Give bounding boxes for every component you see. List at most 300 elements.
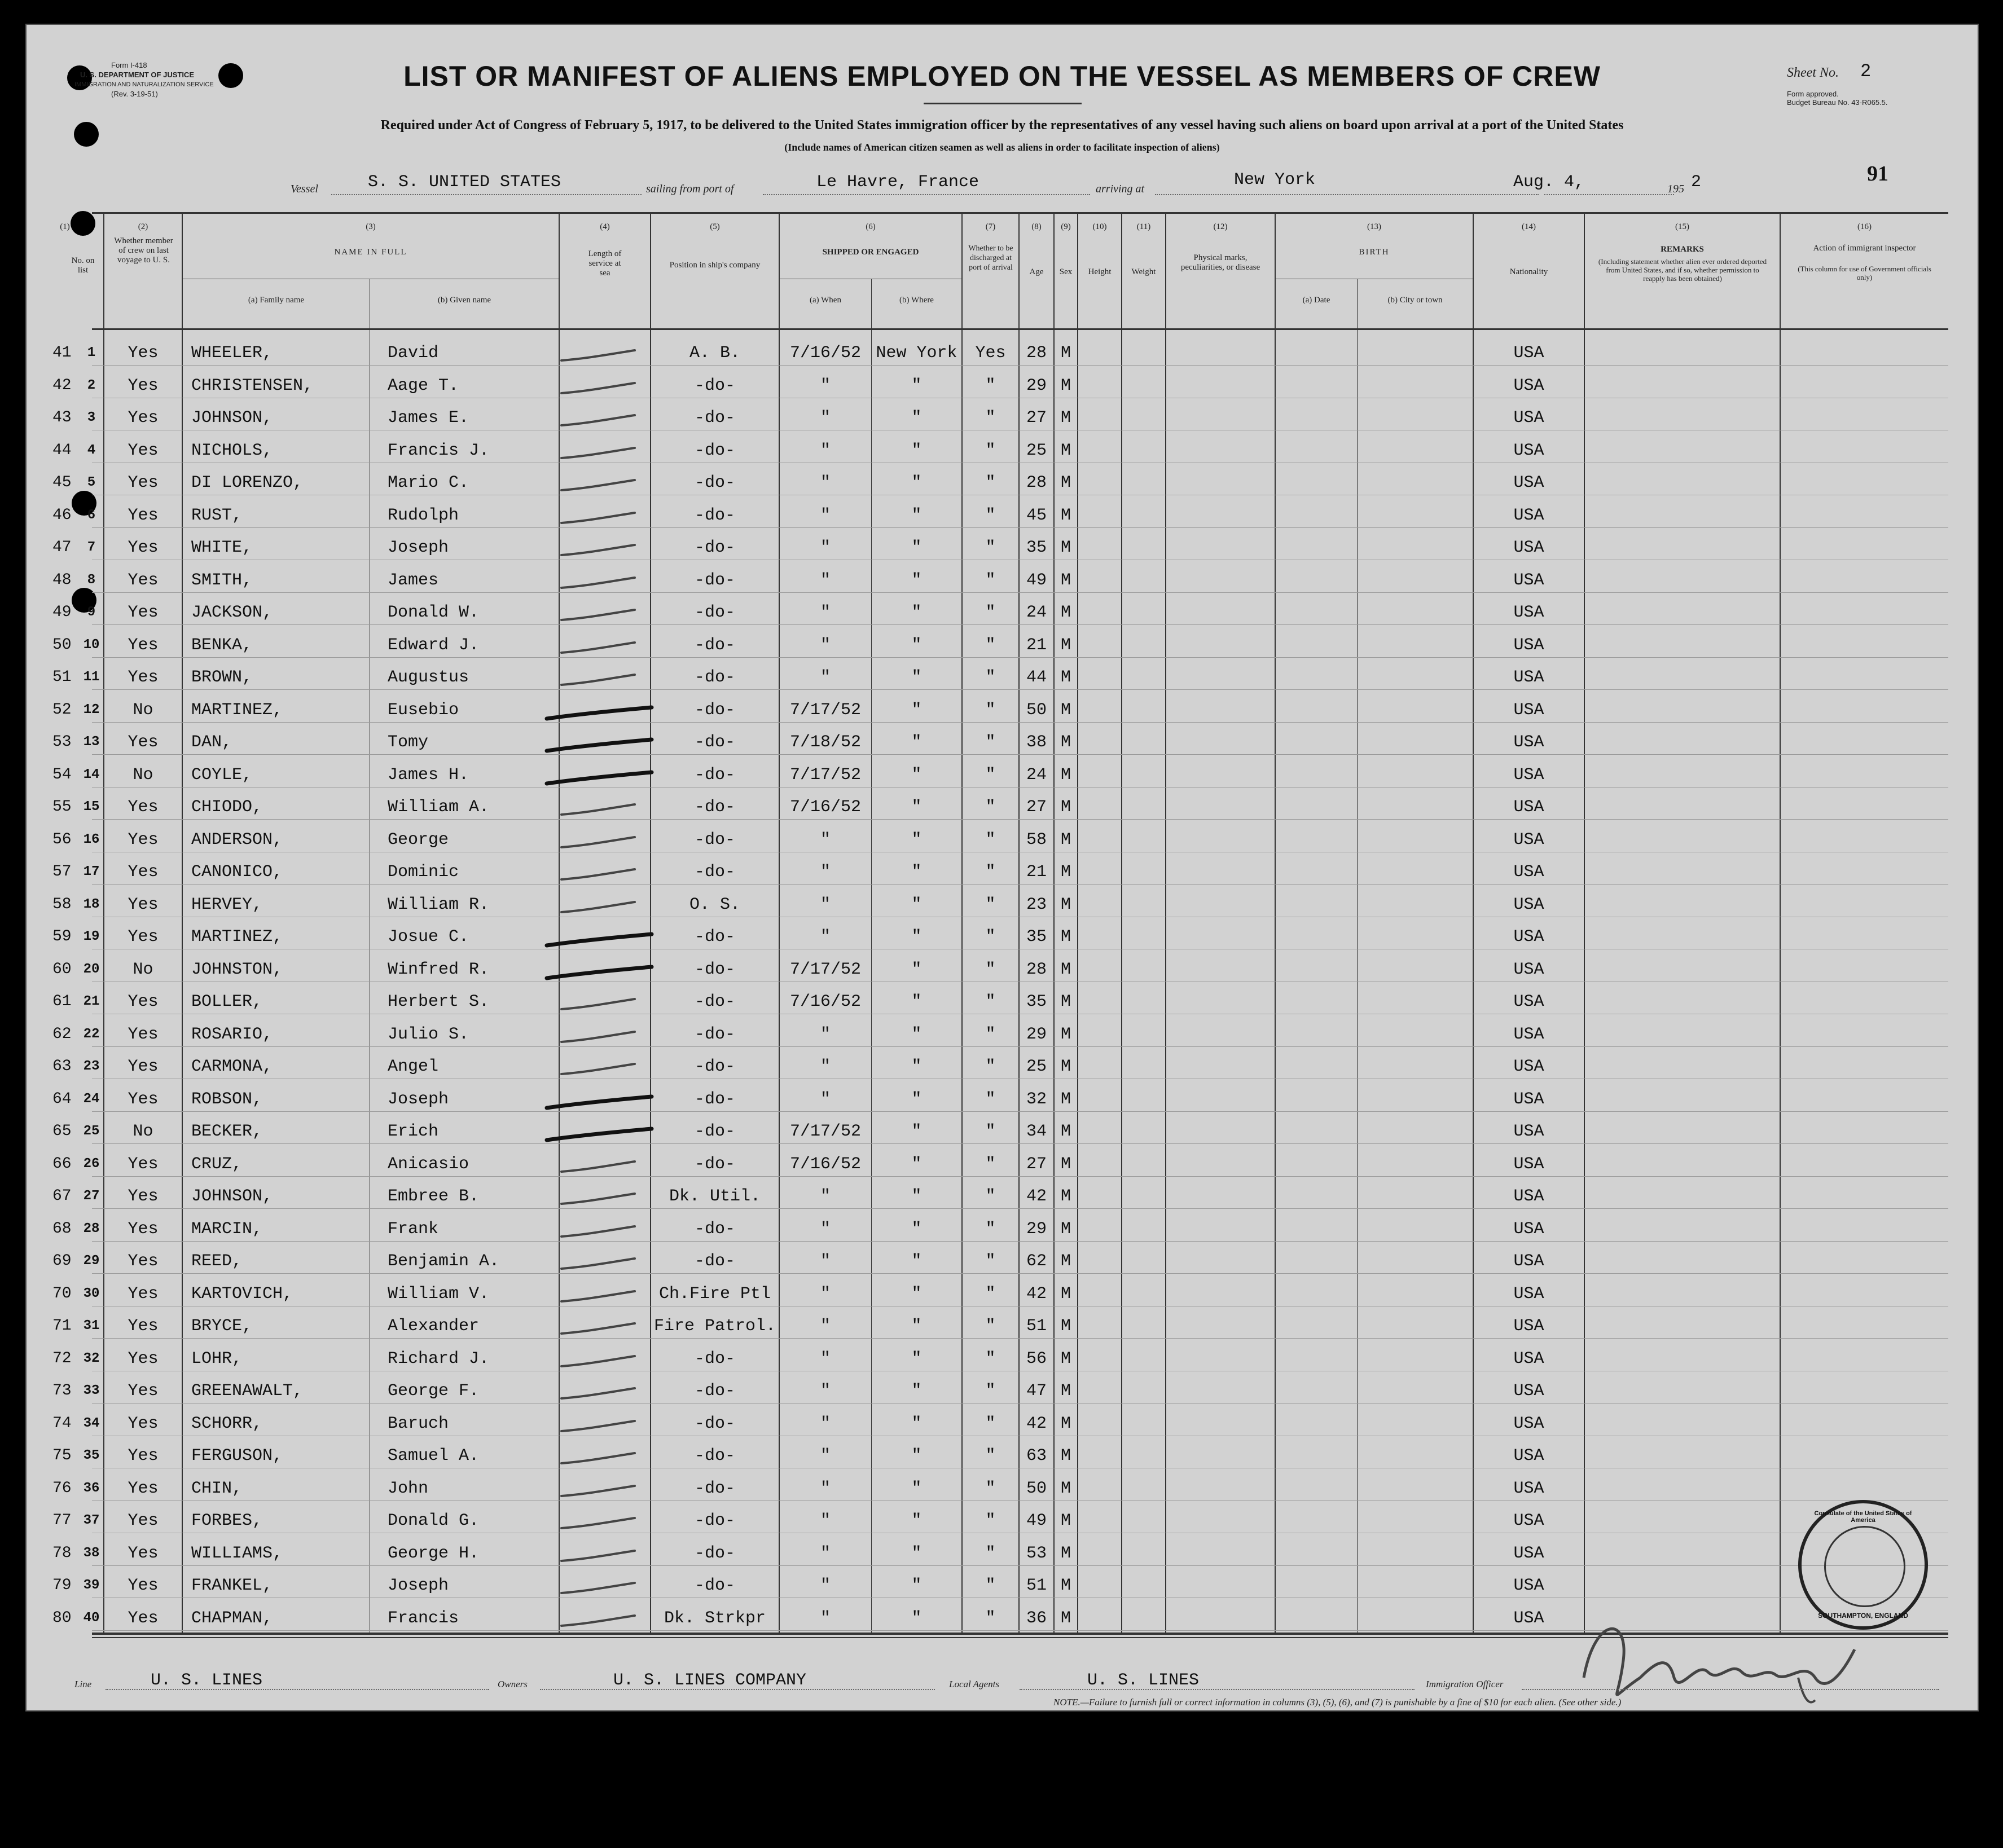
cell-prev: Yes: [128, 1090, 159, 1109]
cell-dis: ": [985, 636, 996, 655]
cell-pos: -do-: [694, 1544, 735, 1563]
cell-where: ": [911, 506, 922, 525]
cell-nat: USA: [1513, 603, 1544, 622]
cell-n2: 33: [83, 1383, 100, 1398]
cell-n2: 2: [87, 378, 96, 393]
cell-when: ": [820, 1446, 831, 1466]
cell-sex: M: [1060, 1446, 1071, 1466]
pencil-mark: [544, 1319, 657, 1341]
cell-family: CHIN,: [191, 1479, 243, 1498]
cell-dis: ": [985, 1414, 996, 1433]
cell-family: BOLLER,: [191, 992, 263, 1011]
cell-nat: USA: [1513, 1155, 1544, 1174]
cell-n2: 35: [83, 1448, 100, 1463]
cell-age: 42: [1026, 1284, 1047, 1304]
cell-n1: 41: [52, 344, 72, 362]
cell-age: 50: [1026, 701, 1047, 720]
vessel-name: S. S. UNITED STATES: [368, 173, 561, 192]
cell-family: WHITE,: [191, 538, 253, 557]
cell-nat: USA: [1513, 1479, 1544, 1498]
cell-where: ": [911, 1057, 922, 1076]
cell-where: ": [911, 636, 922, 655]
pencil-mark: [544, 995, 657, 1017]
cell-dis: ": [985, 701, 996, 720]
cell-prev: Yes: [128, 1576, 159, 1595]
col16-note: (This column for use of Government officials only): [1798, 265, 1931, 281]
cell-nat: USA: [1513, 441, 1544, 460]
cell-prev: Yes: [128, 408, 159, 428]
cell-sex: M: [1060, 1317, 1071, 1336]
budget-bureau: Budget Bureau No. 43-R065.5.: [1787, 98, 1888, 107]
pencil-mark: [544, 1092, 657, 1115]
cell-dis: ": [985, 1155, 996, 1174]
cell-family: CHIODO,: [191, 798, 263, 817]
cell-sex: M: [1060, 1252, 1071, 1271]
cell-dis: ": [985, 1187, 996, 1206]
cell-pos: -do-: [694, 1479, 735, 1498]
cell-prev: No: [133, 701, 153, 720]
cell-pos: -do-: [694, 733, 735, 752]
form-revision: (Rev. 3-19-51): [111, 90, 158, 98]
cell-pos: Dk. Util.: [669, 1187, 761, 1206]
cell-sex: M: [1060, 1057, 1071, 1076]
cell-given: John: [388, 1479, 429, 1498]
cell-n1: 59: [52, 928, 72, 945]
cell-age: 24: [1026, 603, 1047, 622]
cell-nat: USA: [1513, 1025, 1544, 1044]
cell-n2: 4: [87, 443, 96, 458]
cell-given: Edward J.: [388, 636, 480, 655]
cell-nat: USA: [1513, 701, 1544, 720]
col16-header: Action of immigrant inspector: [1813, 244, 1916, 253]
cell-when: ": [820, 830, 831, 850]
pencil-mark: [544, 1416, 657, 1439]
col6b-header: (b) Where: [899, 296, 934, 305]
cell-sex: M: [1060, 830, 1071, 850]
cell-prev: Yes: [128, 636, 159, 655]
cell-n1: 55: [52, 798, 72, 816]
vessel-dotline: [331, 194, 642, 195]
cell-n1: 76: [52, 1480, 72, 1497]
cell-nat: USA: [1513, 571, 1544, 590]
cell-age: 44: [1026, 668, 1047, 687]
col9-number: (9): [1061, 222, 1071, 231]
cell-where: ": [911, 1576, 922, 1595]
cell-pos: -do-: [694, 506, 735, 525]
port-to: New York: [1234, 170, 1316, 190]
cell-when: ": [820, 636, 831, 655]
pencil-mark: [544, 1513, 657, 1536]
cell-nat: USA: [1513, 1284, 1544, 1304]
cell-prev: Yes: [128, 571, 159, 590]
cell-family: SCHORR,: [191, 1414, 263, 1433]
col6a-header: (a) When: [810, 296, 841, 305]
row-rule: [92, 689, 1948, 690]
cell-sex: M: [1060, 1544, 1071, 1563]
date-dotline: [1544, 194, 1674, 195]
cell-sex: M: [1060, 668, 1071, 687]
cell-sex: M: [1060, 344, 1071, 363]
cell-where: ": [911, 1187, 922, 1206]
cell-when: ": [820, 1381, 831, 1401]
cell-age: 29: [1026, 1025, 1047, 1044]
cell-family: DI LORENZO,: [191, 473, 304, 492]
cell-when: ": [820, 1284, 831, 1304]
cell-n2: 25: [83, 1124, 100, 1139]
cell-dis: ": [985, 830, 996, 850]
cell-family: JACKSON,: [191, 603, 273, 622]
cell-age: 21: [1026, 636, 1047, 655]
col11-header: Weight: [1131, 267, 1156, 276]
cell-given: David: [388, 344, 439, 363]
cell-dis: ": [985, 863, 996, 882]
page-subnote: (Include names of American citizen seamen as well as aliens in order to facilitate inspection of aliens): [784, 142, 1220, 153]
cell-n2: 22: [83, 1027, 100, 1042]
cell-prev: Yes: [128, 863, 159, 882]
cell-given: Frank: [388, 1220, 439, 1239]
row-rule: [92, 722, 1948, 723]
cell-where: ": [911, 992, 922, 1011]
col-divider: [1077, 212, 1078, 1634]
col2-number: (2): [138, 222, 148, 231]
cell-dis: ": [985, 473, 996, 492]
cell-n2: 14: [83, 767, 100, 782]
cell-pos: -do-: [694, 863, 735, 882]
pencil-mark: [544, 1578, 657, 1601]
cell-nat: USA: [1513, 733, 1544, 752]
row-rule: [92, 1111, 1948, 1112]
line-label: Line: [74, 1679, 92, 1689]
cell-when: ": [820, 441, 831, 460]
cell-n1: 58: [52, 896, 72, 913]
col-divider: [1275, 212, 1276, 1634]
cell-sex: M: [1060, 538, 1071, 557]
cell-age: 49: [1026, 571, 1047, 590]
cell-nat: USA: [1513, 473, 1544, 492]
cell-n2: 1: [87, 345, 96, 360]
cell-age: 42: [1026, 1414, 1047, 1433]
cell-given: Richard J.: [388, 1349, 490, 1369]
col16-number: (16): [1857, 222, 1872, 231]
pencil-mark: [544, 897, 657, 920]
cell-given: James: [388, 571, 439, 590]
cell-pos: Fire Patrol.: [653, 1317, 776, 1336]
cell-n1: 46: [52, 507, 72, 524]
cell-pos: A. B.: [689, 344, 740, 363]
cell-family: RUST,: [191, 506, 243, 525]
cell-where: ": [911, 1025, 922, 1044]
col10-header: Height: [1088, 267, 1112, 276]
cell-pos: -do-: [694, 408, 735, 428]
arrival-date: Aug. 4,: [1513, 173, 1585, 192]
cell-prev: Yes: [128, 992, 159, 1011]
cell-n1: 65: [52, 1123, 72, 1140]
cell-given: William A.: [388, 798, 490, 817]
cell-family: LOHR,: [191, 1349, 243, 1369]
pencil-mark: [544, 1546, 657, 1569]
col10-number: (10): [1092, 222, 1107, 231]
pencil-mark: [544, 1157, 657, 1180]
cell-when: 7/16/52: [789, 1155, 862, 1174]
cell-family: CHRISTENSEN,: [191, 376, 314, 395]
cell-family: SMITH,: [191, 571, 253, 590]
cell-family: BENKA,: [191, 636, 253, 655]
col13b-header: (b) City or town: [1387, 296, 1443, 305]
cell-where: ": [911, 1220, 922, 1239]
cell-when: ": [820, 1025, 831, 1044]
col5-number: (5): [710, 222, 720, 231]
cell-age: 47: [1026, 1381, 1047, 1401]
col9-header: Sex: [1059, 267, 1073, 276]
cell-prev: No: [133, 1122, 153, 1141]
col4-number: (4): [600, 222, 610, 231]
cell-n1: 50: [52, 636, 72, 654]
agents-value: U. S. LINES: [1087, 1671, 1200, 1690]
pencil-mark: [544, 1222, 657, 1244]
cell-dis: ": [985, 1576, 996, 1595]
cell-given: Herbert S.: [388, 992, 490, 1011]
cell-prev: Yes: [128, 344, 159, 363]
cell-sex: M: [1060, 1576, 1071, 1595]
cell-n1: 74: [52, 1415, 72, 1432]
cell-n1: 53: [52, 733, 72, 751]
sheet-number: 2: [1860, 61, 1872, 82]
cell-given: Dominic: [388, 863, 459, 882]
arriving-label: arriving at: [1096, 183, 1145, 195]
cell-where: ": [911, 1511, 922, 1530]
cell-n2: 23: [83, 1059, 100, 1074]
col-divider: [1584, 212, 1585, 1634]
row-rule: [92, 819, 1948, 820]
cell-n2: 36: [83, 1481, 100, 1496]
cell-nat: USA: [1513, 1544, 1544, 1563]
cell-given: Francis: [388, 1609, 459, 1628]
cell-prev: Yes: [128, 668, 159, 687]
cell-given: William R.: [388, 895, 490, 914]
manifest-sheet: [25, 24, 1979, 1711]
pencil-mark: [544, 1352, 657, 1374]
cell-when: 7/16/52: [789, 798, 862, 817]
cell-when: 7/17/52: [789, 765, 862, 785]
cell-where: ": [911, 1609, 922, 1628]
pencil-mark: [544, 476, 657, 498]
cell-where: ": [911, 1317, 922, 1336]
cell-when: ": [820, 1479, 831, 1498]
cell-n1: 56: [52, 831, 72, 848]
cell-age: 36: [1026, 1609, 1047, 1628]
cell-sex: M: [1060, 1609, 1071, 1628]
col3a-header: (a) Family name: [248, 296, 305, 305]
cell-family: MARTINEZ,: [191, 701, 283, 720]
line-dotline: [106, 1689, 489, 1690]
cell-age: 25: [1026, 1057, 1047, 1076]
cell-sex: M: [1060, 376, 1071, 395]
cell-where: ": [911, 603, 922, 622]
cell-n1: 67: [52, 1187, 72, 1205]
cell-n1: 75: [52, 1447, 72, 1464]
col13a-header: (a) Date: [1302, 296, 1330, 305]
cell-sex: M: [1060, 1122, 1071, 1141]
pencil-mark: [544, 865, 657, 887]
cell-when: ": [820, 571, 831, 590]
cell-pos: -do-: [694, 1090, 735, 1109]
col6-number: (6): [866, 222, 876, 231]
cell-n1: 54: [52, 766, 72, 784]
cell-sex: M: [1060, 571, 1071, 590]
cell-n1: 52: [52, 701, 72, 719]
col-divider: [1780, 212, 1781, 1634]
cell-given: James E.: [388, 408, 469, 428]
cell-prev: Yes: [128, 927, 159, 947]
cell-n1: 49: [52, 604, 72, 621]
cell-given: Aage T.: [388, 376, 459, 395]
cell-where: ": [911, 1446, 922, 1466]
cell-nat: USA: [1513, 960, 1544, 979]
cell-prev: Yes: [128, 1284, 159, 1304]
cell-age: 35: [1026, 992, 1047, 1011]
cell-dis: ": [985, 765, 996, 785]
cell-pos: -do-: [694, 927, 735, 947]
cell-given: Augustus: [388, 668, 469, 687]
cell-n1: 66: [52, 1155, 72, 1173]
cell-family: BROWN,: [191, 668, 253, 687]
cell-family: KARTOVICH,: [191, 1284, 293, 1304]
cell-n2: 20: [83, 962, 100, 977]
year-prefix: 195: [1667, 183, 1684, 195]
cell-when: 7/17/52: [789, 701, 862, 720]
row-rule: [92, 592, 1948, 593]
cell-nat: USA: [1513, 1220, 1544, 1239]
cell-family: DAN,: [191, 733, 232, 752]
cell-n1: 45: [52, 474, 72, 491]
cell-age: 58: [1026, 830, 1047, 850]
cell-age: 56: [1026, 1349, 1047, 1369]
cell-n1: 70: [52, 1285, 72, 1303]
row-rule: [92, 1208, 1948, 1209]
cell-dis: ": [985, 1609, 996, 1628]
cell-n2: 28: [83, 1221, 100, 1237]
pencil-mark: [544, 1124, 657, 1147]
cell-n2: 13: [83, 734, 100, 750]
cell-dis: ": [985, 1511, 996, 1530]
cell-dis: ": [985, 927, 996, 947]
cell-where: ": [911, 960, 922, 979]
cell-given: Embree B.: [388, 1187, 480, 1206]
form-department: U. S. DEPARTMENT OF JUSTICE: [80, 71, 194, 79]
cell-age: 35: [1026, 538, 1047, 557]
cell-n2: 16: [83, 832, 100, 847]
pencil-mark: [544, 1059, 657, 1082]
cell-given: Julio S.: [388, 1025, 469, 1044]
cell-nat: USA: [1513, 798, 1544, 817]
cell-nat: USA: [1513, 1187, 1544, 1206]
officer-label: Immigration Officer: [1426, 1679, 1504, 1689]
cell-n1: 47: [52, 539, 72, 556]
cell-n2: 19: [83, 929, 100, 944]
cell-prev: Yes: [128, 1025, 159, 1044]
cell-prev: Yes: [128, 1446, 159, 1466]
sailing-label: sailing from port of: [646, 183, 734, 195]
cell-dis: ": [985, 1220, 996, 1239]
sailing-dotline: [763, 194, 1090, 195]
cell-pos: -do-: [694, 1511, 735, 1530]
col5-header: Position in ship's company: [669, 261, 761, 270]
cell-sex: M: [1060, 441, 1071, 460]
cell-n2: 29: [83, 1253, 100, 1269]
cell-n2: 17: [83, 864, 100, 879]
cell-prev: Yes: [128, 1414, 159, 1433]
cell-nat: USA: [1513, 765, 1544, 785]
cell-sex: M: [1060, 992, 1071, 1011]
cell-nat: USA: [1513, 992, 1544, 1011]
col6-header: SHIPPED OR ENGAGED: [822, 248, 919, 257]
cell-where: ": [911, 376, 922, 395]
cell-age: 28: [1026, 960, 1047, 979]
pencil-mark: [544, 508, 657, 531]
pencil-mark: [544, 703, 657, 725]
cell-n2: 7: [87, 540, 96, 555]
cell-family: CARMONA,: [191, 1057, 273, 1076]
cell-when: ": [820, 1090, 831, 1109]
cell-pos: -do-: [694, 765, 735, 785]
cell-age: 34: [1026, 1122, 1047, 1141]
cell-n2: 27: [83, 1189, 100, 1204]
pencil-mark: [544, 962, 657, 985]
cell-given: Eusebio: [388, 701, 459, 720]
cell-family: CRUZ,: [191, 1155, 243, 1174]
cell-age: 51: [1026, 1317, 1047, 1336]
cell-n1: 62: [52, 1026, 72, 1043]
cell-n1: 57: [52, 863, 72, 881]
cell-dis: ": [985, 376, 996, 395]
cell-where: ": [911, 895, 922, 914]
cell-given: George F.: [388, 1381, 480, 1401]
cell-where: ": [911, 1479, 922, 1498]
pencil-mark: [544, 1481, 657, 1504]
cell-age: 42: [1026, 1187, 1047, 1206]
cell-family: BRYCE,: [191, 1317, 253, 1336]
cell-prev: Yes: [128, 1381, 159, 1401]
cell-where: ": [911, 441, 922, 460]
col12-number: (12): [1213, 222, 1228, 231]
row-rule: [92, 1046, 1948, 1047]
cell-prev: Yes: [128, 1252, 159, 1271]
cell-pos: -do-: [694, 1025, 735, 1044]
cell-family: MARTINEZ,: [191, 927, 283, 947]
cell-when: ": [820, 1057, 831, 1076]
cell-n1: 64: [52, 1090, 72, 1108]
cell-prev: Yes: [128, 473, 159, 492]
cell-family: FERGUSON,: [191, 1446, 283, 1466]
cell-age: 29: [1026, 1220, 1047, 1239]
cell-family: JOHNSON,: [191, 1187, 273, 1206]
row-rule: [92, 1241, 1948, 1242]
cell-pos: -do-: [694, 1349, 735, 1369]
cell-n2: 24: [83, 1092, 100, 1107]
cell-given: Anicasio: [388, 1155, 469, 1174]
col15-note: (Including statement whether alien ever ordered deported from United States, and if so, whether permission to reapply has been obtained): [1598, 257, 1767, 283]
cell-age: 53: [1026, 1544, 1047, 1563]
cell-age: 50: [1026, 1479, 1047, 1498]
cell-family: JOHNSTON,: [191, 960, 283, 979]
cell-family: REED,: [191, 1252, 243, 1271]
pencil-mark: [544, 1027, 657, 1050]
cell-family: ROBSON,: [191, 1090, 263, 1109]
cell-where: ": [911, 473, 922, 492]
cell-pos: -do-: [694, 1252, 735, 1271]
cell-given: Samuel A.: [388, 1446, 480, 1466]
cell-family: WILLIAMS,: [191, 1544, 283, 1563]
